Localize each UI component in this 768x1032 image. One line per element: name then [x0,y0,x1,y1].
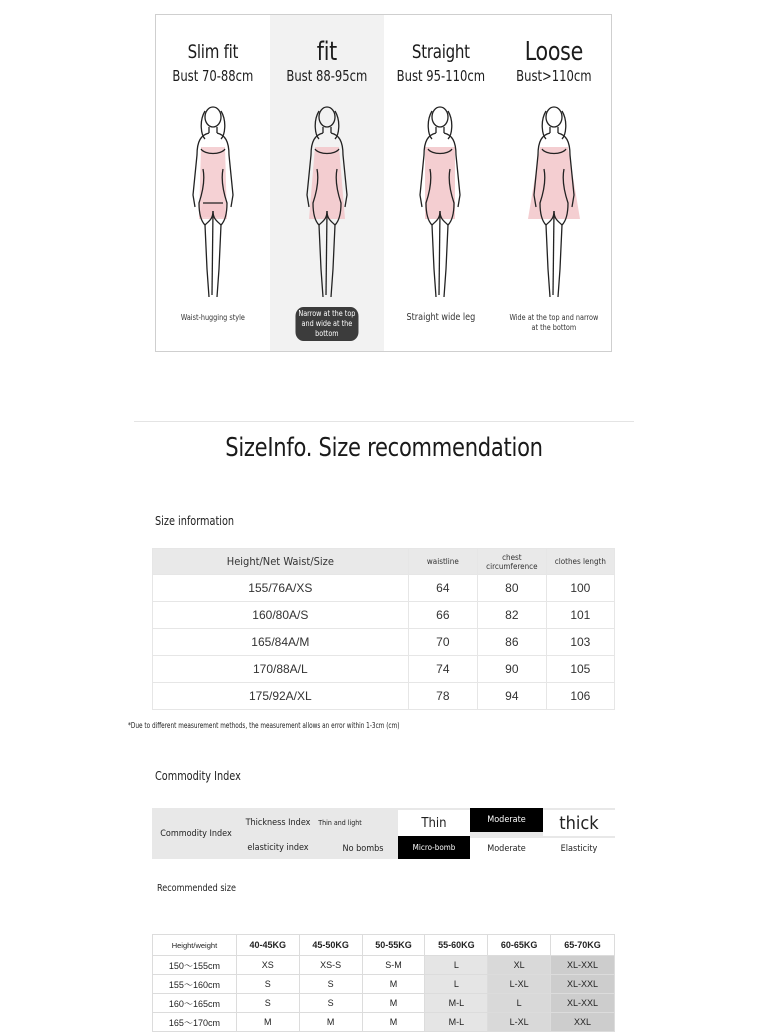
table-header: 60-65KG [488,935,551,956]
fit-bust: Bust>110cm [516,67,592,85]
table-cell: 165/84A/M [153,629,409,656]
table-cell: M-L [425,1013,488,1032]
table-row [153,629,615,656]
table-cell: M-L [425,994,488,1013]
table-cell: 103 [546,629,614,656]
table-header: 50-55KG [362,935,425,956]
section-divider [134,421,634,422]
table-header: Height/weight [153,935,237,956]
table-cell: M [299,1013,362,1032]
body-figure-loose-icon [524,99,584,309]
body-figure-slim-icon [183,99,243,309]
table-row [153,1013,615,1032]
table-header: Height/Net Waist/Size [153,549,409,575]
size-info-table [152,548,615,710]
commodity-index-label: Commodity Index [155,769,241,783]
table-cell: 105 [546,656,614,683]
table-cell: M [236,1013,299,1032]
table-cell: M [362,1013,425,1032]
table-cell: 160～165cm [153,994,237,1013]
table-cell: XL-XXL [551,975,615,994]
table-cell: 150～155cm [153,956,237,975]
table-row [153,602,615,629]
table-header: 45-50KG [299,935,362,956]
ci-row-label: Commodity Index [160,828,232,839]
ci-thickness-selected: Moderate [470,808,543,832]
table-header: waistline [408,549,477,575]
fit-note: Wide at the top and narrow at the bottom [509,313,599,332]
table-row [153,994,615,1013]
table-cell: 82 [478,602,547,629]
ci-thickness-option: Thin and light [318,818,362,827]
table-cell: 160/80A/S [153,602,409,629]
table-cell: 78 [408,683,477,710]
table-cell: XL [488,956,551,975]
table-cell: 70 [408,629,477,656]
ci-elasticity-label: elasticity index [247,842,309,853]
table-header: 40-45KG [236,935,299,956]
table-header-row [153,549,615,575]
table-cell: 155～160cm [153,975,237,994]
table-cell: XXL [551,1013,615,1032]
fit-column-fit [270,15,384,351]
table-cell: S [236,994,299,1013]
table-row [153,975,615,994]
ci-elasticity-option: Moderate [470,838,543,859]
fit-title: fit [316,37,337,67]
ci-elasticity-option: Elasticity [543,838,615,859]
table-cell: 80 [478,575,547,602]
fit-title: Slim fit [187,41,239,63]
recommended-size-table [152,934,615,1032]
table-cell: 155/76A/XS [153,575,409,602]
table-cell: 74 [408,656,477,683]
fit-column-slim [156,15,270,351]
table-cell: 165～170cm [153,1013,237,1032]
fit-type-panel [155,14,612,352]
table-cell: 90 [478,656,547,683]
table-cell: XS-S [299,956,362,975]
fit-title: Straight [411,41,470,63]
table-cell: L [425,975,488,994]
fit-note: Waist-hugging style [180,313,245,322]
ci-thickness-label: Thickness Index [245,818,311,828]
fit-note: Straight wide leg [405,312,475,323]
table-header-row [153,935,615,956]
table-cell: XS [236,956,299,975]
body-figure-straight-icon [410,99,470,309]
table-cell: M [362,994,425,1013]
table-cell: S [299,975,362,994]
table-cell: L-XL [488,975,551,994]
fit-title: Loose [524,37,584,67]
table-cell: XL-XXL [551,956,615,975]
ci-elasticity-option: No bombs [342,843,384,854]
recommended-size-label: Recommended size [157,883,237,894]
table-header: 65-70KG [551,935,615,956]
ci-elasticity-selected: Micro-bomb [398,836,470,859]
table-row [153,656,615,683]
fit-bust: Bust 88-95cm [286,67,368,85]
table-row [153,683,615,710]
table-cell: 86 [478,629,547,656]
commodity-index-box [152,808,615,859]
table-cell: XL-XXL [551,994,615,1013]
ci-thickness-option: Thin [398,810,470,836]
table-row [153,575,615,602]
body-figure-fit-icon [297,99,357,309]
ci-thickness-option: thick [543,810,615,836]
table-cell: M [362,975,425,994]
table-cell: 100 [546,575,614,602]
table-cell: 66 [408,602,477,629]
table-cell: 64 [408,575,477,602]
fit-note: Narrow at the top and wide at the bottom [295,307,358,341]
table-header: chest circumference [478,549,547,575]
table-row [153,956,615,975]
size-info-label: Size information [155,514,235,528]
table-cell: S [236,975,299,994]
fit-column-straight [384,15,498,351]
fit-bust: Bust 70-88cm [172,67,254,85]
table-cell: L [488,994,551,1013]
table-cell: 175/92A/XL [153,683,409,710]
table-cell: S [299,994,362,1013]
measurement-footnote: *Due to different measurement methods, the measurement allows an error within 1-3cm (cm) [128,721,400,730]
table-cell: L [425,956,488,975]
table-cell: L-XL [488,1013,551,1032]
table-cell: 94 [478,683,547,710]
table-cell: S-M [362,956,425,975]
table-cell: 101 [546,602,614,629]
fit-column-loose [497,15,611,351]
section-title: SizeInfo. Size recommendation [225,433,543,463]
table-cell: 170/88A/L [153,656,409,683]
table-header: 55-60KG [425,935,488,956]
table-header: clothes length [546,549,614,575]
fit-bust: Bust 95-110cm [396,67,485,85]
table-cell: 106 [546,683,614,710]
